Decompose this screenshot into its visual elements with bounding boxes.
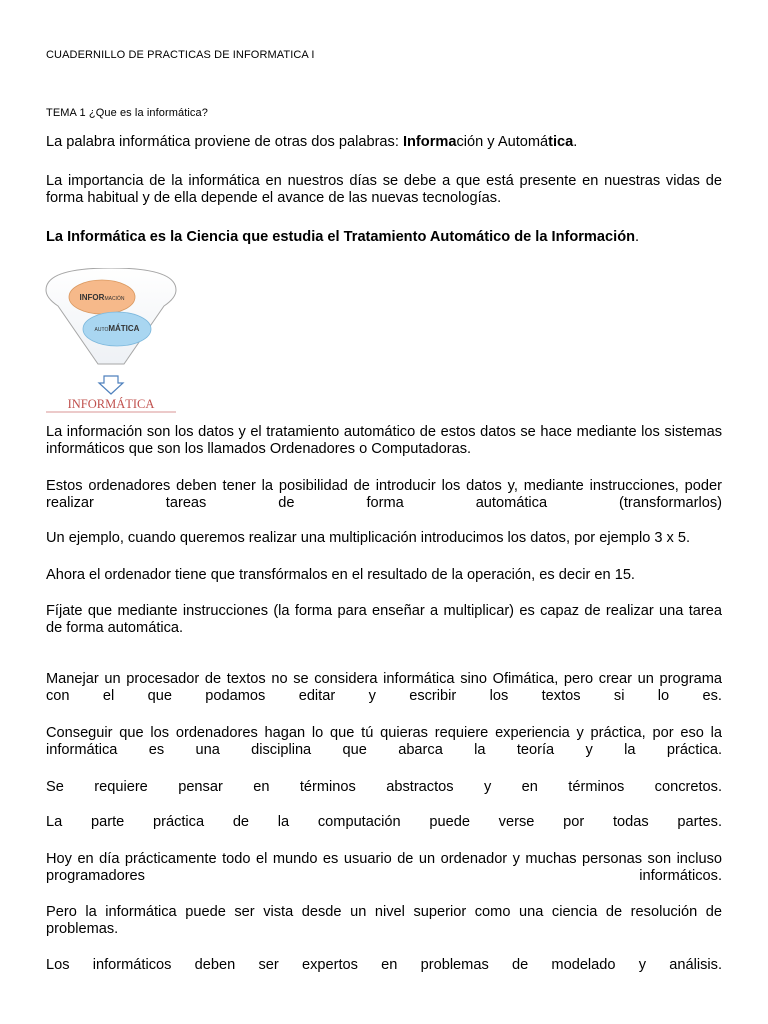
- informatica-result-label: INFORMÁTICA: [67, 397, 155, 411]
- paragraph-11: Pero la informática puede ser vista desde un nivel superior como una ciencia de resolución de problemas.: [46, 904, 722, 937]
- intro-word1-bold: Informa: [402, 134, 457, 150]
- intro-word2-bold: tica: [548, 134, 574, 150]
- informatica-funnel-diagram: [44, 268, 178, 414]
- paragraph-3: Un ejemplo, cuando queremos realizar una multiplicación introducimos los datos, por ejemplo 3 x 5.: [46, 530, 691, 546]
- intro-pre: La palabra informática proviene de otras dos palabras:: [46, 134, 403, 150]
- paragraph-10: Hoy en día prácticamente todo el mundo es usuario de un ordenador y muchas personas son incluso programadores informáticos.: [46, 851, 722, 884]
- informacion-label: INFORMACIÓN: [79, 293, 125, 302]
- paragraph-7: Conseguir que los ordenadores hagan lo que tú quieras requiere experiencia y práctica, por eso la informática es una disciplina que abarca la teoría y la práctica.: [46, 725, 722, 758]
- definition-bold: La Informática es la Ciencia que estudia el Tratamiento Automático de la Información: [46, 229, 636, 245]
- intro-paragraph: [46, 134, 722, 151]
- paragraph-8: Se requiere pensar en términos abstractos y en términos concretos.: [46, 779, 722, 795]
- intro-end: .: [573, 134, 578, 150]
- importance-paragraph: La importancia de la informática en nuestros días se debe a que está presente en nuestras vidas de forma habitual y de ella depende el avance de las nuevas tecnologías.: [46, 173, 722, 206]
- document-header: CUADERNILLO DE PRACTICAS DE INFORMATICA I: [46, 49, 315, 61]
- paragraph-6: Manejar un procesador de textos no se considera informática sino Ofimática, pero crear un programa con el que podamos editar y escribir los textos si lo es.: [46, 671, 722, 704]
- paragraph-9: La parte práctica de la computación puede verse por todas partes.: [46, 814, 722, 830]
- intro-word1-rest: ción y Automá: [456, 134, 549, 150]
- section-title: TEMA 1 ¿Que es la informática?: [46, 107, 208, 119]
- paragraph-2: Estos ordenadores deben tener la posibilidad de introducir los datos y, mediante instrucciones, poder realizar tareas de forma automática (transformarlos): [46, 478, 722, 511]
- automatica-label: AUTOMÁTICA: [94, 324, 140, 333]
- paragraph-1: La información son los datos y el tratamiento automático de estos datos se hace mediante los sistemas informáticos que son los llamados Ordenadores o Computadoras.: [46, 424, 722, 457]
- definition-end: .: [635, 229, 640, 245]
- paragraph-12: Los informáticos deben ser expertos en problemas de modelado y análisis.: [46, 957, 722, 973]
- paragraph-5: Fíjate que mediante instrucciones (la forma para enseñar a multiplicar) es capaz de realizar una tarea de forma automática.: [46, 603, 722, 636]
- paragraph-4: Ahora el ordenador tiene que transfórmalos en el resultado de la operación, es decir en 15.: [46, 567, 635, 583]
- definition-paragraph: [46, 229, 722, 246]
- down-arrow-icon: [99, 376, 123, 394]
